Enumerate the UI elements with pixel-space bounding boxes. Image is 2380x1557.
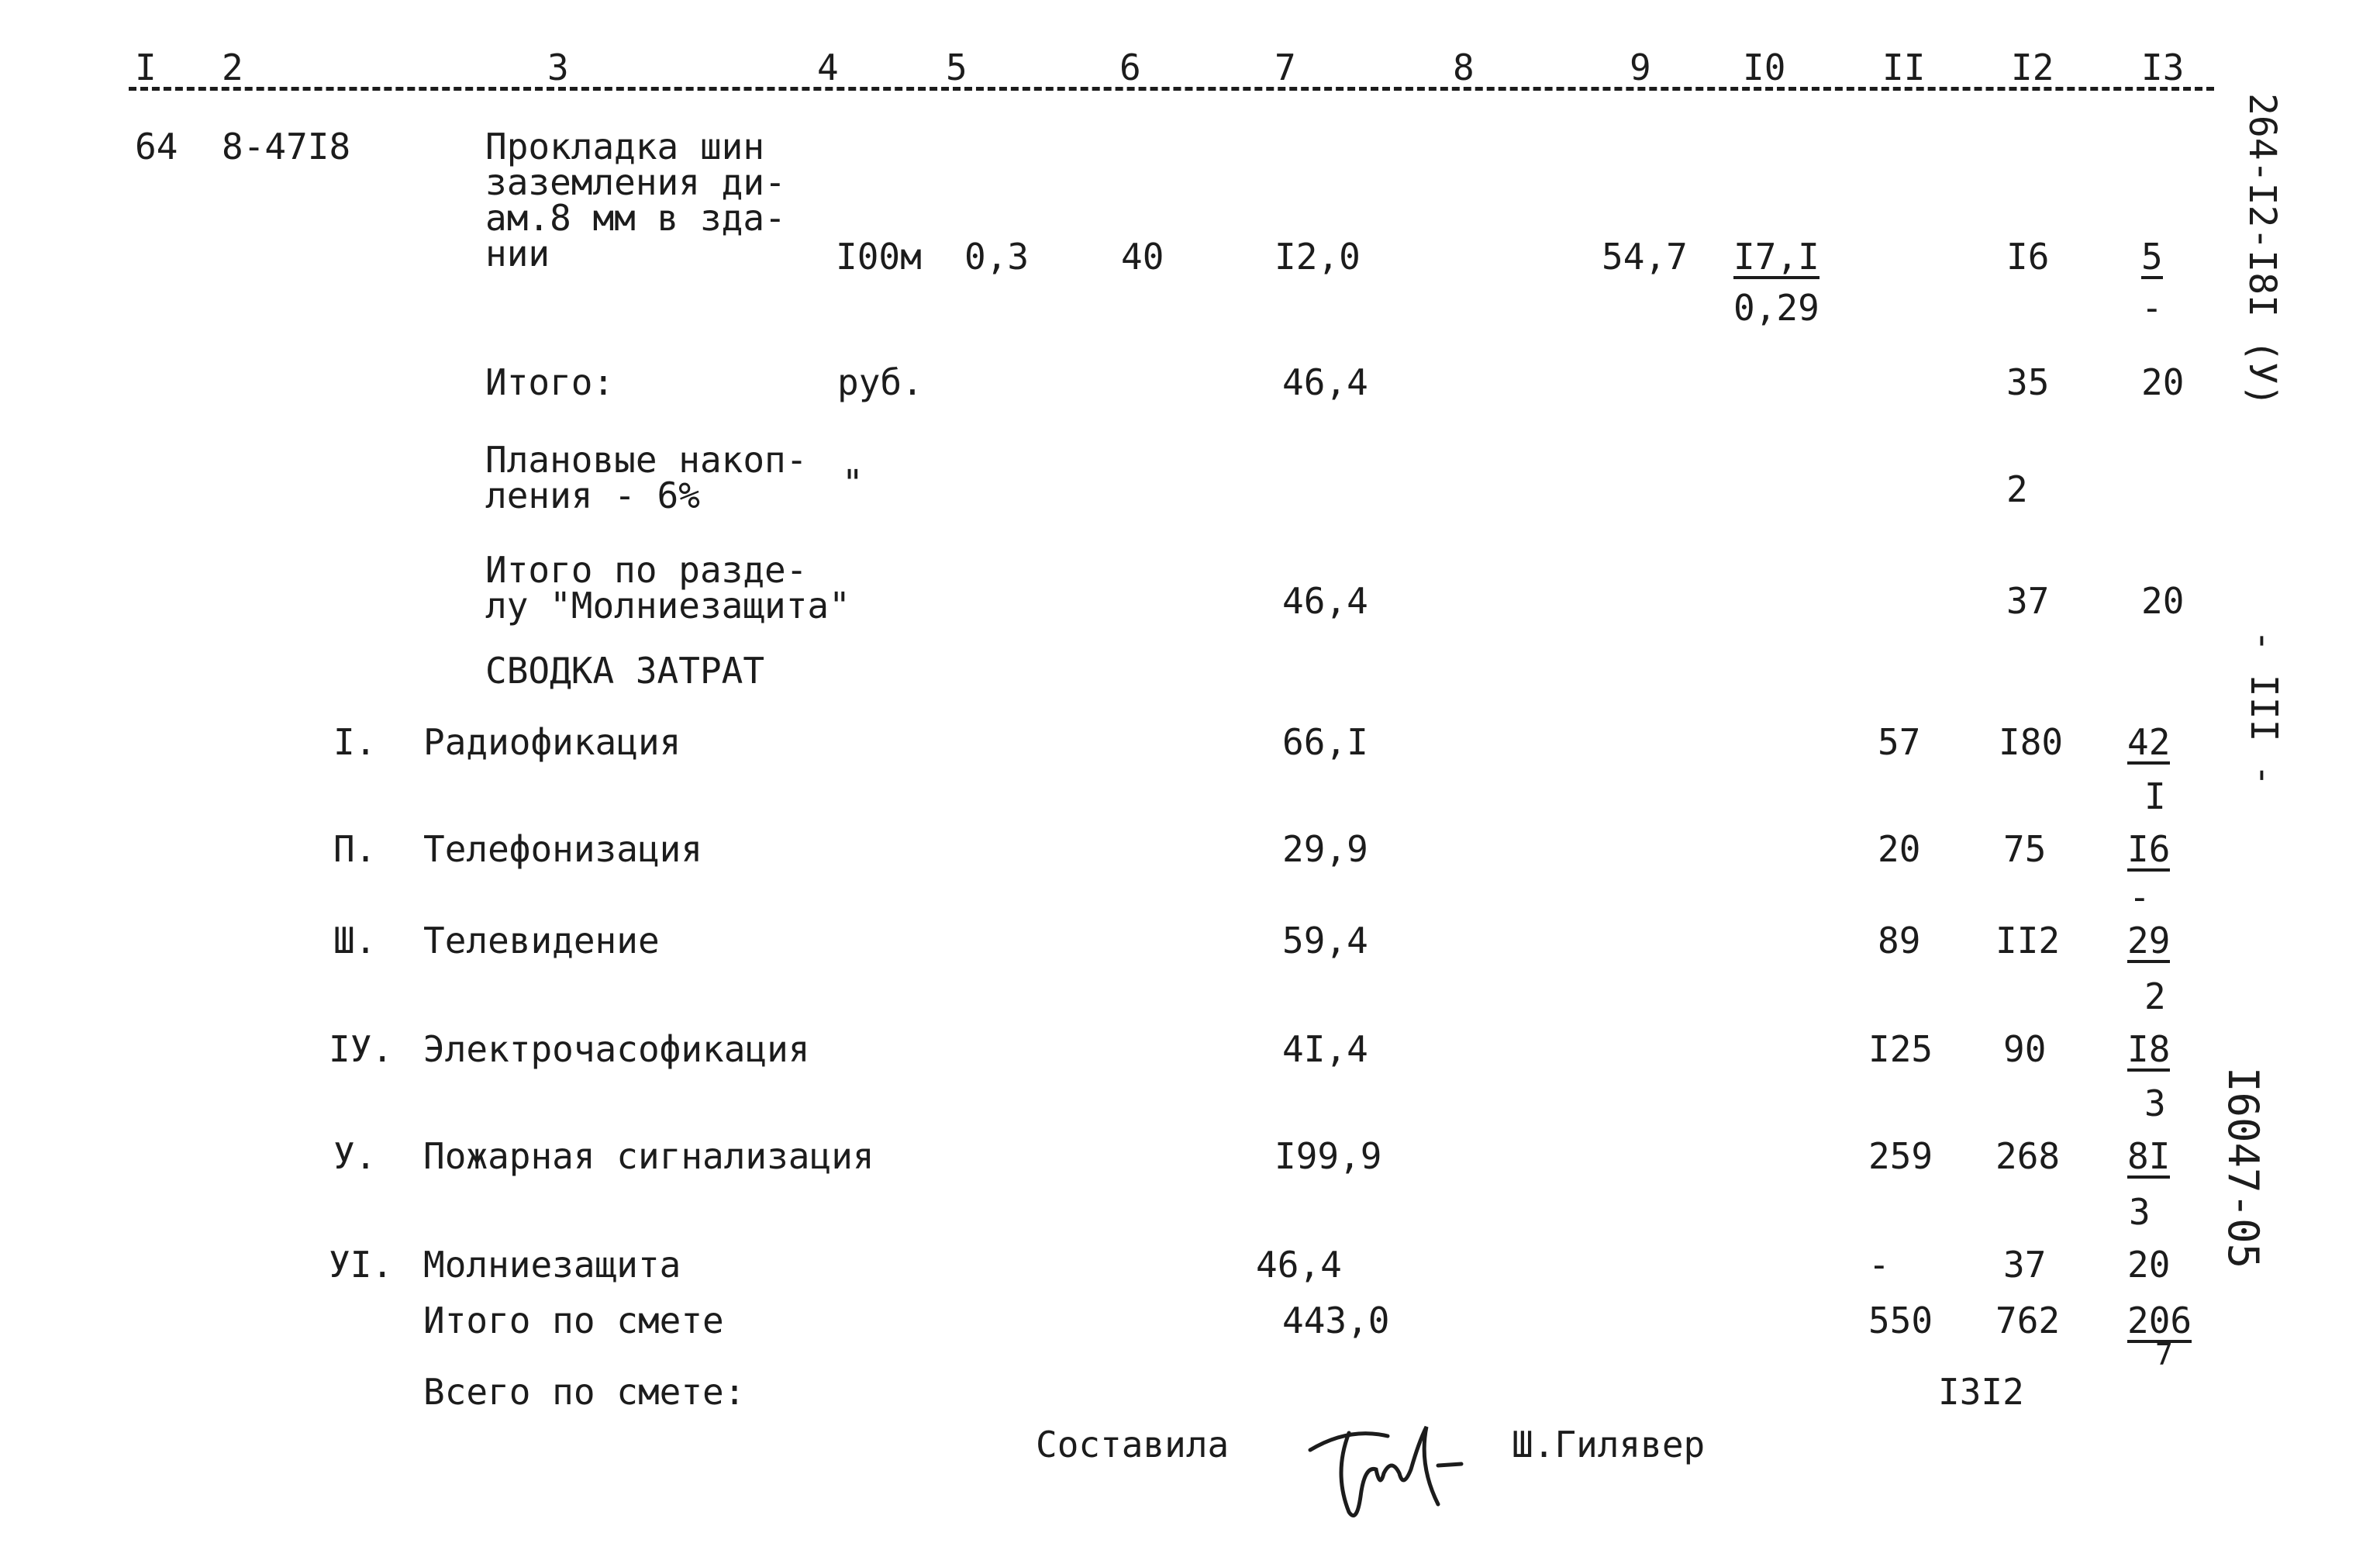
item-desc-line: ам.8 мм в зда-: [485, 197, 786, 239]
itogo-smeta-col7: 443,0: [1282, 1300, 1390, 1341]
author-name: Ш.Гилявер: [1512, 1424, 1706, 1466]
svodka-col13-bottom: 3: [2129, 1191, 2151, 1233]
svodka-col12: 75: [2003, 828, 2047, 870]
itogo-smeta-col13-top: 206: [2127, 1300, 2192, 1341]
col-header-6: 6: [1119, 47, 1141, 88]
col-header-10: I0: [1743, 47, 1786, 88]
itogo-smeta-col11: 550: [1868, 1300, 1933, 1341]
svodka-col12: I80: [1999, 721, 2064, 763]
item-col13-bottom: -: [2141, 287, 2163, 329]
svodka-col13-top: 42: [2127, 721, 2171, 763]
item-desc-line: заземления ди-: [485, 161, 786, 203]
item-col6: 40: [1121, 236, 1164, 278]
item-col12: I6: [2006, 236, 2050, 278]
item-col10-bottom: 0,29: [1733, 287, 1819, 329]
col-header-12: I2: [2011, 47, 2054, 88]
svodka-col13-top: I8: [2127, 1028, 2171, 1070]
item-code: 8-47I8: [222, 126, 351, 167]
itogo-col13: 20: [2141, 361, 2185, 403]
itogo-smeta-label: Итого по смете: [423, 1300, 724, 1341]
planovye-label-line: ления - 6%: [485, 475, 700, 516]
svodka-col13: 20: [2127, 1244, 2171, 1286]
header-divider: [129, 87, 2214, 91]
svodka-col11: I25: [1868, 1028, 1933, 1070]
svodka-col13-top: 8I: [2127, 1135, 2171, 1177]
itogo-smeta-col13-bottom: 7: [2155, 1338, 2173, 1372]
col-header-13: I3: [2141, 47, 2185, 88]
svodka-col13-top: 29: [2127, 920, 2171, 961]
svodka-name: Радиофикация: [423, 721, 681, 763]
razdel-col13: 20: [2141, 580, 2185, 622]
svodka-col12: 90: [2003, 1028, 2047, 1070]
svodka-col12: 268: [1995, 1135, 2061, 1177]
item-number: 64: [135, 126, 178, 167]
vsego-value: I3I2: [1938, 1371, 2024, 1413]
svodka-col13-bottom: I: [2144, 775, 2166, 817]
item-col13-top: 5: [2141, 236, 2163, 278]
svodka-name: Молниезащита: [423, 1244, 681, 1286]
item-col10-top: I7,I: [1733, 236, 1819, 278]
razdel-label-line: лу "Молниезащита": [485, 585, 850, 627]
itogo-unit: руб.: [837, 361, 923, 403]
svodka-roman: IУ.: [329, 1028, 394, 1070]
svodka-roman: I.: [333, 721, 377, 763]
svodka-roman: П.: [333, 828, 377, 870]
planovye-col12: 2: [2006, 468, 2028, 510]
svodka-col7: 29,9: [1282, 828, 1368, 870]
margin-page-number: - III -: [2242, 630, 2285, 787]
svodka-roman: УI.: [329, 1244, 394, 1286]
svodka-col11: 57: [1878, 721, 1921, 763]
col-header-1: I: [135, 47, 157, 88]
col-header-11: II: [1882, 47, 1926, 88]
svodka-name: Электрочасофикация: [423, 1028, 810, 1070]
svodka-col13-bottom: 3: [2144, 1082, 2166, 1124]
svodka-roman: Ш.: [333, 920, 377, 961]
col-header-9: 9: [1630, 47, 1651, 88]
col-header-2: 2: [222, 47, 243, 88]
margin-document-number: I6047-05: [2219, 1067, 2268, 1269]
item-col7: I2,0: [1275, 236, 1361, 278]
planovye-unit: ": [842, 462, 864, 504]
razdel-col12: 37: [2006, 580, 2050, 622]
item-col5: 0,3: [964, 236, 1030, 278]
svodka-col12: II2: [1995, 920, 2061, 961]
svodka-col12: 37: [2003, 1244, 2047, 1286]
item-desc-line: Прокладка шин: [485, 126, 765, 167]
col-header-5: 5: [946, 47, 968, 88]
itogo-col12: 35: [2006, 361, 2050, 403]
item-col9: 54,7: [1602, 236, 1688, 278]
sostavila-label: Составила: [1036, 1424, 1230, 1466]
razdel-label-line: Итого по разде-: [485, 549, 808, 591]
svodka-col11: 89: [1878, 920, 1921, 961]
itogo-smeta-col12: 762: [1995, 1300, 2061, 1341]
svodka-col7: I99,9: [1275, 1135, 1382, 1177]
svodka-col13-bottom: -: [2129, 876, 2151, 918]
svodka-col7: 66,I: [1282, 721, 1368, 763]
svodka-name: Пожарная сигнализация: [423, 1135, 874, 1177]
svodka-col11: -: [1868, 1244, 1890, 1286]
item-desc-line: нии: [485, 233, 550, 274]
itogo-label: Итого:: [485, 361, 615, 403]
handwritten-signature: [1302, 1396, 1496, 1528]
svodka-col13-bottom: 2: [2144, 975, 2166, 1017]
razdel-col7: 46,4: [1282, 580, 1368, 622]
svodka-name: Телефонизация: [423, 828, 703, 870]
col-header-7: 7: [1275, 47, 1296, 88]
col-header-3: 3: [547, 47, 569, 88]
svodka-col11: 20: [1878, 828, 1921, 870]
vsego-label: Всего по смете:: [423, 1371, 746, 1413]
svodka-col11: 259: [1868, 1135, 1933, 1177]
item-unit: I00м: [836, 236, 922, 278]
svodka-col7: 59,4: [1282, 920, 1368, 961]
planovye-label-line: Плановые накоп-: [485, 439, 808, 481]
svodka-name: Телевидение: [423, 920, 660, 961]
svodka-col7: 4I,4: [1282, 1028, 1368, 1070]
svodka-col13-top: I6: [2127, 828, 2171, 870]
svodka-roman: У.: [333, 1135, 377, 1177]
col-header-4: 4: [817, 47, 839, 88]
svodka-col7: 46,4: [1256, 1244, 1342, 1286]
itogo-col7: 46,4: [1282, 361, 1368, 403]
margin-project-code: 264-I2-I8I (У): [2240, 93, 2284, 407]
svodka-title: СВОДКА ЗАТРАТ: [485, 650, 765, 692]
col-header-8: 8: [1453, 47, 1475, 88]
